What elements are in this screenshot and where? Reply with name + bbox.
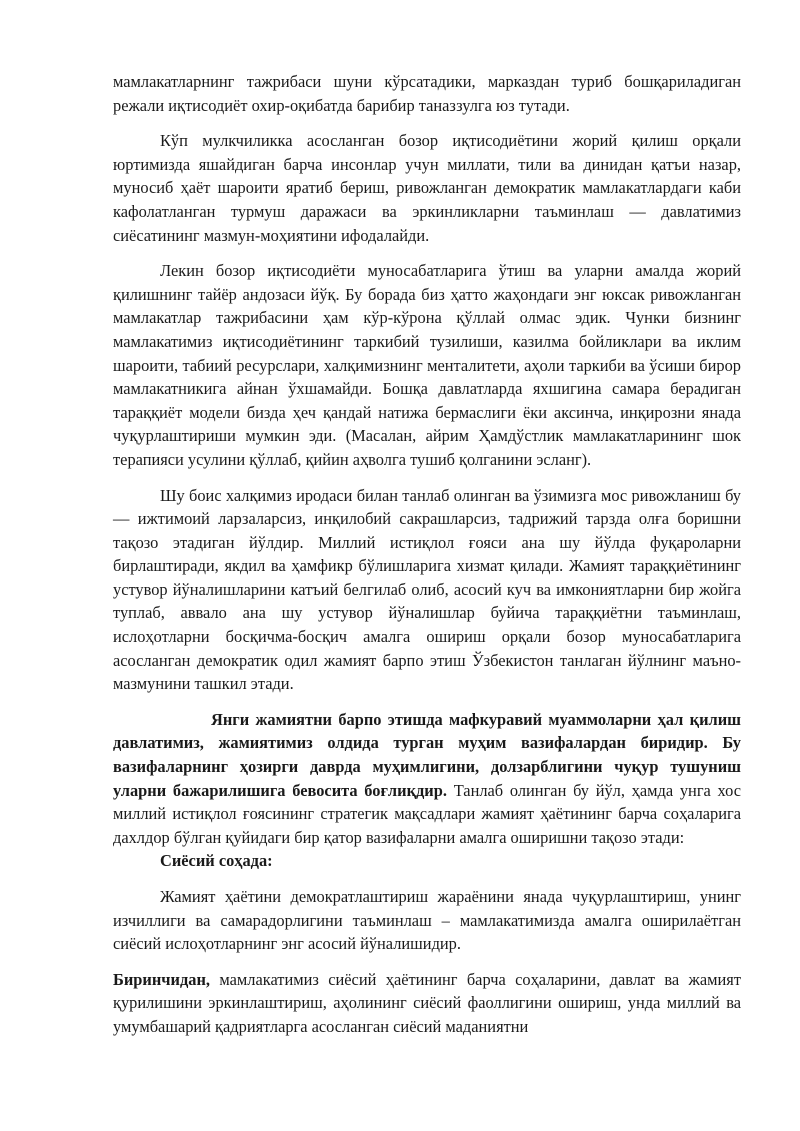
paragraph-3: Лекин бозор иқтисодиёти муносабатларига ўтиш ва уларни амалда жорий қилишнинг тайёр андозаси йўқ. Бу борада биз ҳатто жаҳондаги энг юксак ривожланган мамлакатлар тажрибасини ҳам кўр-кўрона қўллай олмас эдик. Чунки бизнинг мамлакатимиз иқтисодиётининг таркибий тузилиши, казилма бойликлари ва иклим шароити, табиий ресурслари, халқимизнинг менталитети, аҳоли таркиби ва ўсиши бирор мамлакатникига айнан ўхшамайди. Бошқа давлатларда яхшигина самара берадиган тараққиёт модели бизда ҳеч қандай натижа бермаслиги ёки аксинча, инқирозни янада чуқурлаштириши мумкин эди. (Масалан, айрим Ҳамдўстлик мамлакатларининг шок терапияси усулини қўллаб, қийин аҳволга тушиб қолганини эсланг). — [113, 261, 741, 469]
paragraph-5 — [113, 708, 741, 850]
paragraph-5-bold: Янги жамиятни барпо этишда мафкуравий муаммоларни ҳал қилиш давлатимиз, жамиятимиз олдида турган муҳим вазифалардан биридир. Бу вазифаларнинг ҳозирги даврда муҳимлигини, долзарблигини чуқур тушуниш уларни бажарилишига бевосита боғлиқдир. — [113, 709, 741, 800]
paragraph-7-text: мамлакатимиз сиёсий ҳаётининг барча соҳаларини, давлат ва жамият қурилишини эркинлаштириш, аҳолининг сиёсий фаоллигини ошириш, унда миллий ва умумбашарий қадриятларга асосланган сиёсий маданиятни — [113, 969, 741, 1036]
paragraph-6: Жамият ҳаётини демократлаштириш жараёнини янада чуқурлаштириш, унинг изчиллиги ва самарадорлигини таъминлаш – мамлакатимизда амалга оширилаётган сиёсий ислоҳотларнинг энг асосий йўналишидир. — [113, 887, 741, 954]
paragraph-1: мамлакатларнинг тажрибаси шуни кўрсатадики, марказдан туриб бошқариладиган режали иқтисодиёт охир-оқибатда барибир таназзулга юз тутади. — [113, 72, 741, 115]
document-page — [113, 70, 741, 1039]
paragraph-7 — [113, 968, 741, 1039]
paragraph-7-bold: Биринчидан, — [113, 969, 210, 989]
paragraph-2: Кўп мулкчиликка асосланган бозор иқтисодиётини жорий қилиш орқали юртимизда яшайдиган барча инсонлар учун миллати, тили ва динидан қатъи назар, муносиб ҳаёт шароити яратиб бериш, ривожланган демократик мамлакатлардаги каби кафолатланган турмуш даражаси ва эркинликларни таъминлаш — давлатимиз сиёсатининг мазмун-моҳиятини ифодалайди. — [113, 131, 741, 245]
paragraph-5-text: Танлаб олинган бу йўл, ҳамда унга хос миллий истиқлол ғоясининг стратегик мақсадлари жамият ҳаётининг барча соҳаларига дахлдор бўлган қуйидаги бир қатор вазифаларни амалга оширишни тақозо этади: — [113, 780, 741, 847]
section-heading-political: Сиёсий соҳада: — [160, 851, 273, 871]
paragraph-4: Шу боис халқимиз иродаси билан танлаб олинган ва ўзимизга мос ривожланиш бу — ижтимоий ларзаларсиз, инқилобий сакрашларсиз, тадрижий тарзда олға боришни тақозо этадиган йўлдир. Миллий истиқлол ғояси ана шу йўлда фуқароларни бирлаштиради, якдил ва ҳамфикр бўлишларига хизмат қилади. Жамият тараққиётининг устувор йўналишларини катъий белгилаб олиб, асосий куч ва имкониятларни бир жойга туплаб, аввало ана шу устувор йўналишлар буйича тараққиётни таъминлаш, ислоҳотларни босқичма-босқич амалга ошириш орқали бозор муносабатларига асосланган демократик одил жамият барпо этиш Ўзбекистон танлаган йўлнинг маъно-мазмунини ташкил этади. — [113, 485, 741, 694]
